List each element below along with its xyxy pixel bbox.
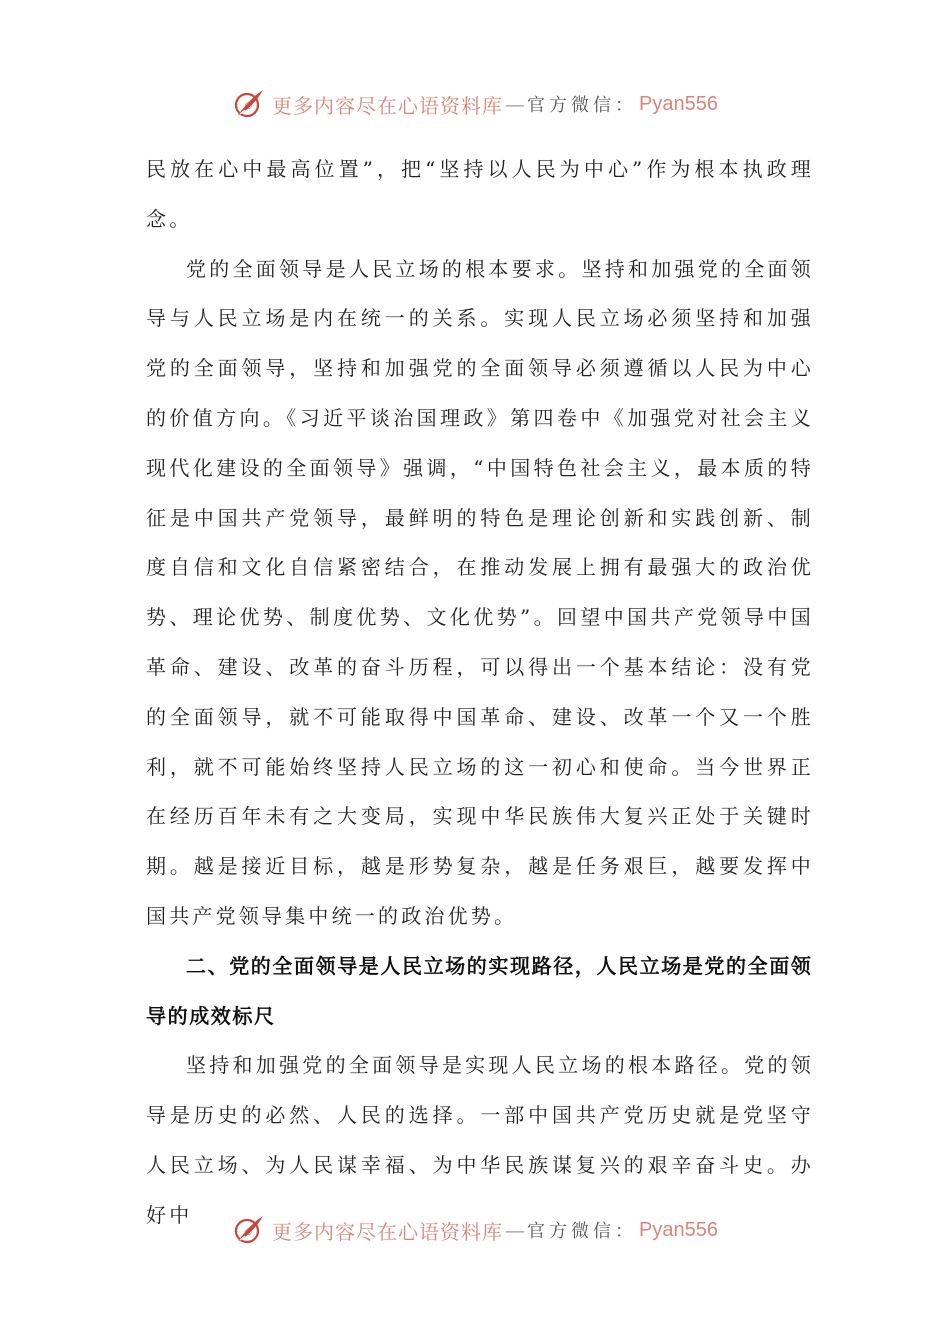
section-heading: 二、党的全面领导是人民立场的实现路径，人民立场是党的全面领导的成效标尺 (146, 953, 813, 1028)
footer-banner (0, 1210, 950, 1250)
banner-wechat-label: 官方微信： (527, 95, 638, 116)
banner-dash: — (505, 1218, 526, 1242)
banner-site-text: 更多内容尽在心语资料库 (272, 93, 504, 118)
paragraph-realization-path: 坚持和加强党的全面领导是实现人民立场的根本路径。党的领导是历史的必然、人民的选择。一部中国共产党历史就是党坚守人民立场、为人民谋幸福、为中华民族谋复兴的艰辛奋斗史。办好中 (146, 1053, 814, 1227)
banner-wechat-id: Pyan556 (639, 92, 718, 115)
document-body (146, 145, 814, 1241)
paragraph-continuation: 民放在心中最高位置”，把“坚持以人民为中心”作为根本执政理念。 (146, 157, 814, 231)
svg-text:℗: ℗ (244, 1228, 254, 1238)
svg-text:℗: ℗ (244, 102, 254, 112)
quill-pen-logo-icon (232, 87, 266, 121)
banner-site-text: 更多内容尽在心语资料库 (272, 1219, 504, 1244)
quill-pen-logo-icon (232, 1213, 266, 1247)
paragraph-leadership: 党的全面领导是人民立场的根本要求。坚持和加强党的全面领导与人民立场是内在统一的关系。实现人民立场必须坚持和加强党的全面领导，坚持和加强党的全面领导必须遵循以人民为中心的价值方向。《习近平谈治国理政》第四卷中《加强党对社会主义现代化建设的全面领导》强调，“中国特色社会主义，最本质的特征是中国共产党领导，最鲜明的特色是理论创新和实践创新、制度自信和文化自信紧密结合，在推动发展上拥有最强大的政治优势、理论优势、制度优势、文化优势”。回望中国共产党领导中国革命、建设、改革的奋斗历程，可以得出一个基本结论：没有党的全面领导，就不可能取得中国革命、建设、改革一个又一个胜利，就不可能始终坚持人民立场的这一初心和使命。当今世界正在经历百年未有之大变局，实现中华民族伟大复兴正处于关键时期。越是接近目标，越是形势复杂，越是任务艰巨，越要发挥中国共产党领导集中统一的政治优势。 (146, 256, 814, 928)
banner-wechat-label: 官方微信： (527, 1221, 638, 1242)
banner-dash: — (505, 92, 526, 116)
banner-wechat-id: Pyan556 (639, 1218, 718, 1241)
header-banner (0, 84, 950, 124)
